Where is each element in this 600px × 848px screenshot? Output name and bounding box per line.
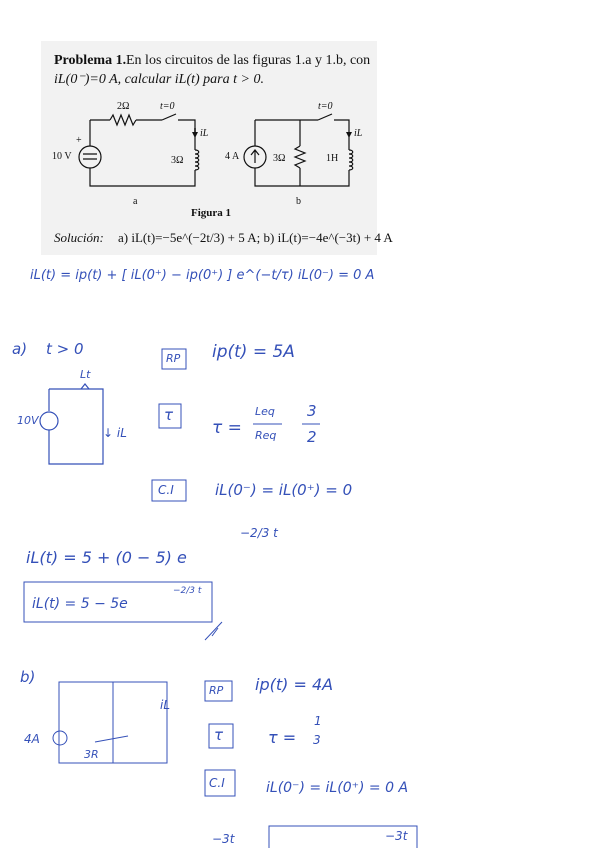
hw-b-bottom-right-exp: −3t <box>385 829 408 843</box>
hw-b-tau-den: 3 <box>313 733 321 747</box>
hw-a-eq1-exp: −2/3 t <box>240 526 278 540</box>
hw-b-tau-num: 1 <box>314 714 322 728</box>
hw-a-ci-box: C.I <box>158 483 174 497</box>
hw-part-a-label: a) <box>12 340 28 358</box>
fig-b-l: 1H <box>326 153 339 164</box>
hw-a-result-exp: −2/3 t <box>173 586 202 596</box>
solution-text: a) iL(t)=−5e^(−2t/3) + 5 A; b) iL(t)=−4e^(−3t) + 4 A <box>118 230 393 245</box>
hw-a-rp: ip(t) = 5A <box>212 342 295 362</box>
fig-a-r-mid: 3Ω <box>171 155 184 166</box>
fig-a-source: 10 V <box>52 151 72 162</box>
hw-b-ci-box: C.I <box>209 776 225 790</box>
hw-sketch-a-src: 10V <box>17 414 39 427</box>
hw-b-rp-box: RP <box>209 684 224 697</box>
hw-b-bottom-left-exp: −3t <box>212 832 235 846</box>
fig-a-switch: t=0 <box>160 101 175 112</box>
fig-b-switch: t=0 <box>318 101 333 112</box>
figure-caption: Figura 1 <box>191 207 232 219</box>
hw-a-result: iL(t) = 5 − 5e <box>32 596 128 612</box>
fig-a-r-top: 2Ω <box>117 101 130 112</box>
hw-a-tau-frac-num: Leq <box>255 405 275 418</box>
fig-b-label: b <box>296 196 301 207</box>
hw-b-tau-eq: τ = <box>268 728 297 747</box>
hw-sketch-a-i: ↓ iL <box>103 426 127 440</box>
hw-a-ci: iL(0⁻) = iL(0⁺) = 0 <box>215 481 353 499</box>
hw-a-tau-box: τ <box>164 406 174 424</box>
problem-text-line1: En los circuitos de las figuras 1.a y 1.b, con <box>126 53 371 68</box>
hw-part-b-label: b) <box>20 668 36 686</box>
hw-a-rp-box: RP <box>166 352 181 365</box>
fig-b-il: iL <box>354 128 363 139</box>
hw-a-tau-eq: τ = <box>212 418 242 438</box>
fig-a-il: iL <box>200 128 209 139</box>
problem-text-line2: iL(0⁻)=0 A, calcular iL(t) para t > 0. <box>54 72 264 87</box>
hw-a-eq1: iL(t) = 5 + (0 − 5) e <box>26 548 187 567</box>
hw-b-il: iL <box>160 698 171 712</box>
problem-label: Problema 1. <box>54 53 127 68</box>
fig-b-source: 4 A <box>225 151 240 162</box>
hw-part-a-cond: t > 0 <box>46 340 84 358</box>
hw-b-tau-box: τ <box>214 726 224 744</box>
hw-b-src: 4A <box>24 732 40 746</box>
hw-a-tau-val-num: 3 <box>307 402 317 420</box>
hw-b-ci: iL(0⁻) = iL(0⁺) = 0 A <box>266 780 409 796</box>
fig-b-r: 3Ω <box>273 153 286 164</box>
hw-a-tau-frac-den: Req <box>255 429 277 442</box>
hw-sketch-a-il: Lt <box>80 368 91 381</box>
hw-general-formula: iL(t) = ip(t) + [ iL(0⁺) − ip(0⁺) ] e^(−t/τ) iL(0⁻) = 0 A <box>30 268 375 283</box>
solution-label: Solución: <box>54 230 104 245</box>
svg-text:+: + <box>76 135 82 146</box>
fig-a-label: a <box>133 196 138 207</box>
hw-b-rp: ip(t) = 4A <box>255 675 334 694</box>
hw-a-tau-val-den: 2 <box>307 428 317 446</box>
hw-b-r: 3R <box>84 748 99 761</box>
